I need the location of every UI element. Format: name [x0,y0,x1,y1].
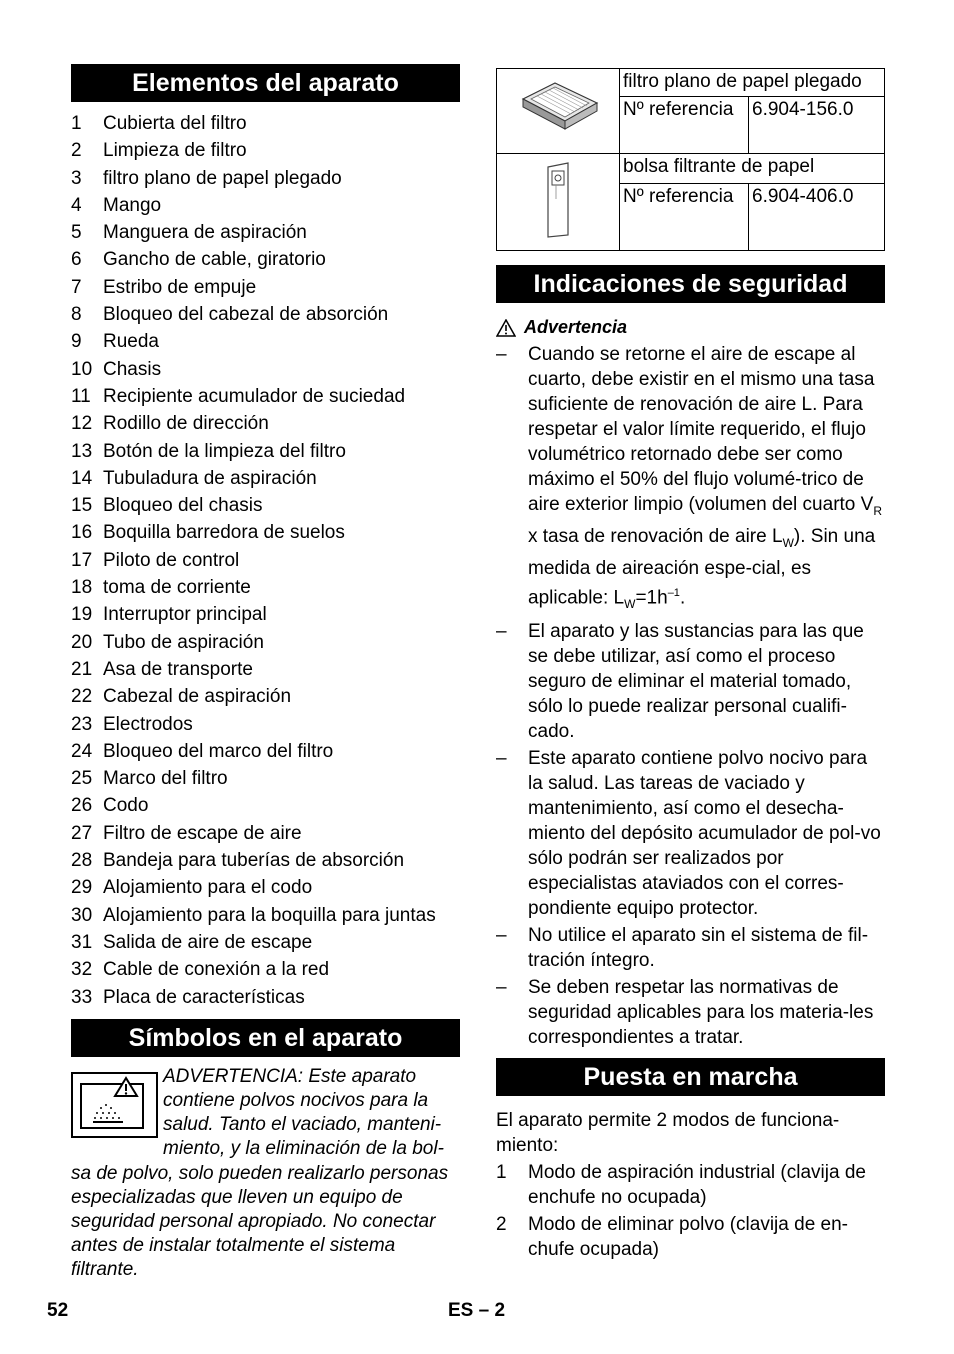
right-column [496,68,885,1264]
item-number: 1 [71,113,82,134]
item-label: Tubuladura de aspiración [103,467,317,489]
safety-item: – Se deben respetar las normativas de seguridad aplicables para los materia-les correspondientes a tratar. [496,976,874,1048]
heading-device-elements: Elementos del aparato [71,64,460,102]
item-number: 29 [71,877,93,899]
parts-list-item [71,847,460,874]
item-label: Electrodos [103,713,193,735]
item-label: filtro plano de papel plegado [103,167,342,189]
parts-list-item [71,410,460,437]
parts-list-item [71,110,460,137]
item-label: Botón de la limpieza del filtro [103,440,346,462]
parts-list-item [71,438,460,465]
accessory-ref-number: 6.904-156.0 [749,97,885,154]
parts-list-item [71,519,460,546]
item-number: 10 [71,358,93,380]
item-number: 7 [71,276,82,298]
item-label: Alojamiento para el codo [103,877,313,899]
parts-list-item [71,629,460,656]
item-number: 28 [71,850,93,872]
accessory-image-cell [497,154,620,251]
item-number: 33 [71,986,93,1008]
parts-list-item [71,765,460,792]
parts-list-item [71,601,460,628]
parts-list-item [71,956,460,983]
item-label: Manguera de aspiración [103,222,307,244]
warning-label: Advertencia [524,317,628,337]
parts-list-item [71,984,460,1011]
parts-list-item [71,711,460,738]
heading-device-symbols: Símbolos en el aparato [71,1019,460,1057]
safety-item: – Cuando se retorne el aire de escape al cuarto, debe existir en el mismo una tasa suficiente de renovación de aire L. Para respetar el valor límite requerido, el flujo volumétrico retornado debe ser como máximo el 50% del flujo volumé-trico de aire exterior limpio (volumen del cuarto $V_R$ x tasa de renovación de aire $L_W$). Sin una medida de aireación espe-cial, es aplicable: $L_W=1h^{-1}$. [496,344,882,611]
item-number: 14 [71,467,93,489]
item-label: Rodillo de dirección [103,413,269,435]
parts-list-item [71,547,460,574]
warning-header [496,317,885,338]
item-label: Tubo de aspiración [103,631,264,653]
safety-item: – El aparato y las sustancias para las que se debe utilizar, así como el proceso seguro de eliminar el material tomado, sólo lo puede realizar personal cualifi-cado. [496,620,864,742]
parts-list-item [71,246,460,273]
item-number: 18 [71,577,93,599]
parts-list-item [71,820,460,847]
item-number: 15 [71,495,93,517]
item-number: 25 [71,768,93,790]
accessory-name: bolsa filtrante de papel [620,154,885,184]
parts-list-item [71,874,460,901]
item-number: 11 [71,385,91,407]
item-number: 19 [71,604,93,626]
parts-list [71,110,460,1011]
item-label: Interruptor principal [103,604,267,626]
safety-item: – Este aparato contiene polvo nocivo para la salud. Las tareas de vaciado y mantenimiento, así como el desecha-miento del depósito acumulador de pol-vo sólo podrán ser realizados por especialistas ataviados con el corres-pondiente equipo protector. [496,747,881,919]
accessory-ref-label: Nº referencia [620,184,749,251]
item-label: Piloto de control [103,549,240,571]
heading-safety: Indicaciones de seguridad [496,265,885,303]
safety-item: – No utilice el aparato sin el sistema de fil-tración íntegro. [496,924,869,971]
startup-intro: El aparato permite 2 modos de funciona-miento: [496,1109,840,1156]
item-label: Bloqueo del chasis [103,495,263,517]
heading-startup: Puesta en marcha [496,1058,885,1096]
accessories-table [496,68,885,251]
item-number: 6 [71,249,82,271]
item-label: Limpieza de filtro [103,140,247,162]
item-label: Bandeja para tuberías de absorción [103,850,405,872]
item-number: 16 [71,522,93,544]
item-label: Asa de transporte [103,658,253,680]
parts-list-item [71,328,460,355]
item-number: 30 [71,904,93,926]
accessory-name: filtro plano de papel plegado [620,69,885,97]
item-label: Bloqueo del marco del filtro [103,740,334,762]
item-number: 13 [71,440,93,462]
parts-list-item [71,929,460,956]
parts-list-item [71,383,460,410]
item-number: 23 [71,713,93,735]
item-label: Placa de características [103,986,305,1008]
item-label: Filtro de escape de aire [103,822,302,844]
item-label: toma de corriente [103,577,251,599]
modes-list [496,1160,885,1262]
symbols-warning-text: ADVERTENCIA: Este aparato contiene polvos nocivos para la salud. Tanto el vaciado, manteni-miento, y la eliminación de la bol-sa de polvo, solo pueden realizarlo personas especializadas que lleven un equipo de seguridad personal apropiado. No conectar antes de instalar totalmente el sistema filtrante. [71,1065,449,1281]
item-number: 32 [71,959,93,981]
item-label: Cable de conexión a la red [103,959,330,981]
item-number: 26 [71,795,93,817]
item-number: 5 [71,222,82,244]
parts-list-item [71,683,460,710]
item-label: Cabezal de aspiración [103,686,292,708]
item-label: Estribo de empuje [103,276,257,298]
item-label: Boquilla barredora de suelos [103,522,345,544]
item-label: Recipiente acumulador de suciedad [103,385,406,407]
parts-list-item [71,738,460,765]
left-column [71,64,460,1327]
symbols-section [71,1065,460,1327]
item-label: Chasis [103,358,162,380]
parts-list-item [71,792,460,819]
page-number: 52 [47,1300,69,1321]
item-number: 2 [71,140,82,162]
item-number: 27 [71,822,93,844]
item-label: Bloqueo del cabezal de absorción [103,304,389,326]
accessory-ref-label: Nº referencia [620,97,749,154]
dust-hazard-symbol-icon [71,1072,158,1138]
parts-list-item [71,137,460,164]
item-number: 17 [71,549,93,571]
item-label: Alojamiento para la boquilla para juntas [103,904,436,926]
item-number: 24 [71,740,93,762]
parts-list-item [71,465,460,492]
parts-list-item [71,492,460,519]
accessory-image-cell [497,69,620,154]
parts-list-item [71,165,460,192]
parts-list-item [71,902,460,929]
parts-list-item [71,219,460,246]
flat-pleated-filter-icon [513,77,603,139]
item-number: 12 [71,413,93,435]
item-number: 4 [71,194,82,216]
item-number: 31 [71,931,93,953]
mode-item: 1 Modo de aspiración industrial (clavija de enchufe no ocupada) [496,1161,866,1208]
mode-item: 2 Modo de eliminar polvo (clavija de en-chufe ocupada) [496,1213,848,1260]
parts-list-item [71,274,460,301]
item-label: Rueda [103,331,159,353]
item-number: 8 [71,304,82,326]
item-number: 20 [71,631,93,653]
parts-list-item [71,301,460,328]
item-label: Salida de aire de escape [103,931,313,953]
item-number: 3 [71,167,82,189]
warning-triangle-icon [496,319,516,337]
parts-list-item [71,656,460,683]
item-number: 9 [71,331,82,353]
item-label: Codo [103,795,149,817]
item-label: Cubierta del filtro [103,113,247,134]
parts-list-item [71,574,460,601]
language-page-label: ES – 2 [448,1300,506,1321]
item-number: 21 [71,658,93,680]
item-label: Gancho de cable, giratorio [103,249,326,271]
parts-list-item [71,356,460,383]
item-label: Mango [103,194,162,216]
item-label: Marco del filtro [103,768,228,790]
paper-filter-bag-icon [538,159,578,239]
accessory-ref-number: 6.904-406.0 [749,184,885,251]
item-number: 22 [71,686,93,708]
parts-list-item [71,192,460,219]
safety-list [496,342,885,1050]
